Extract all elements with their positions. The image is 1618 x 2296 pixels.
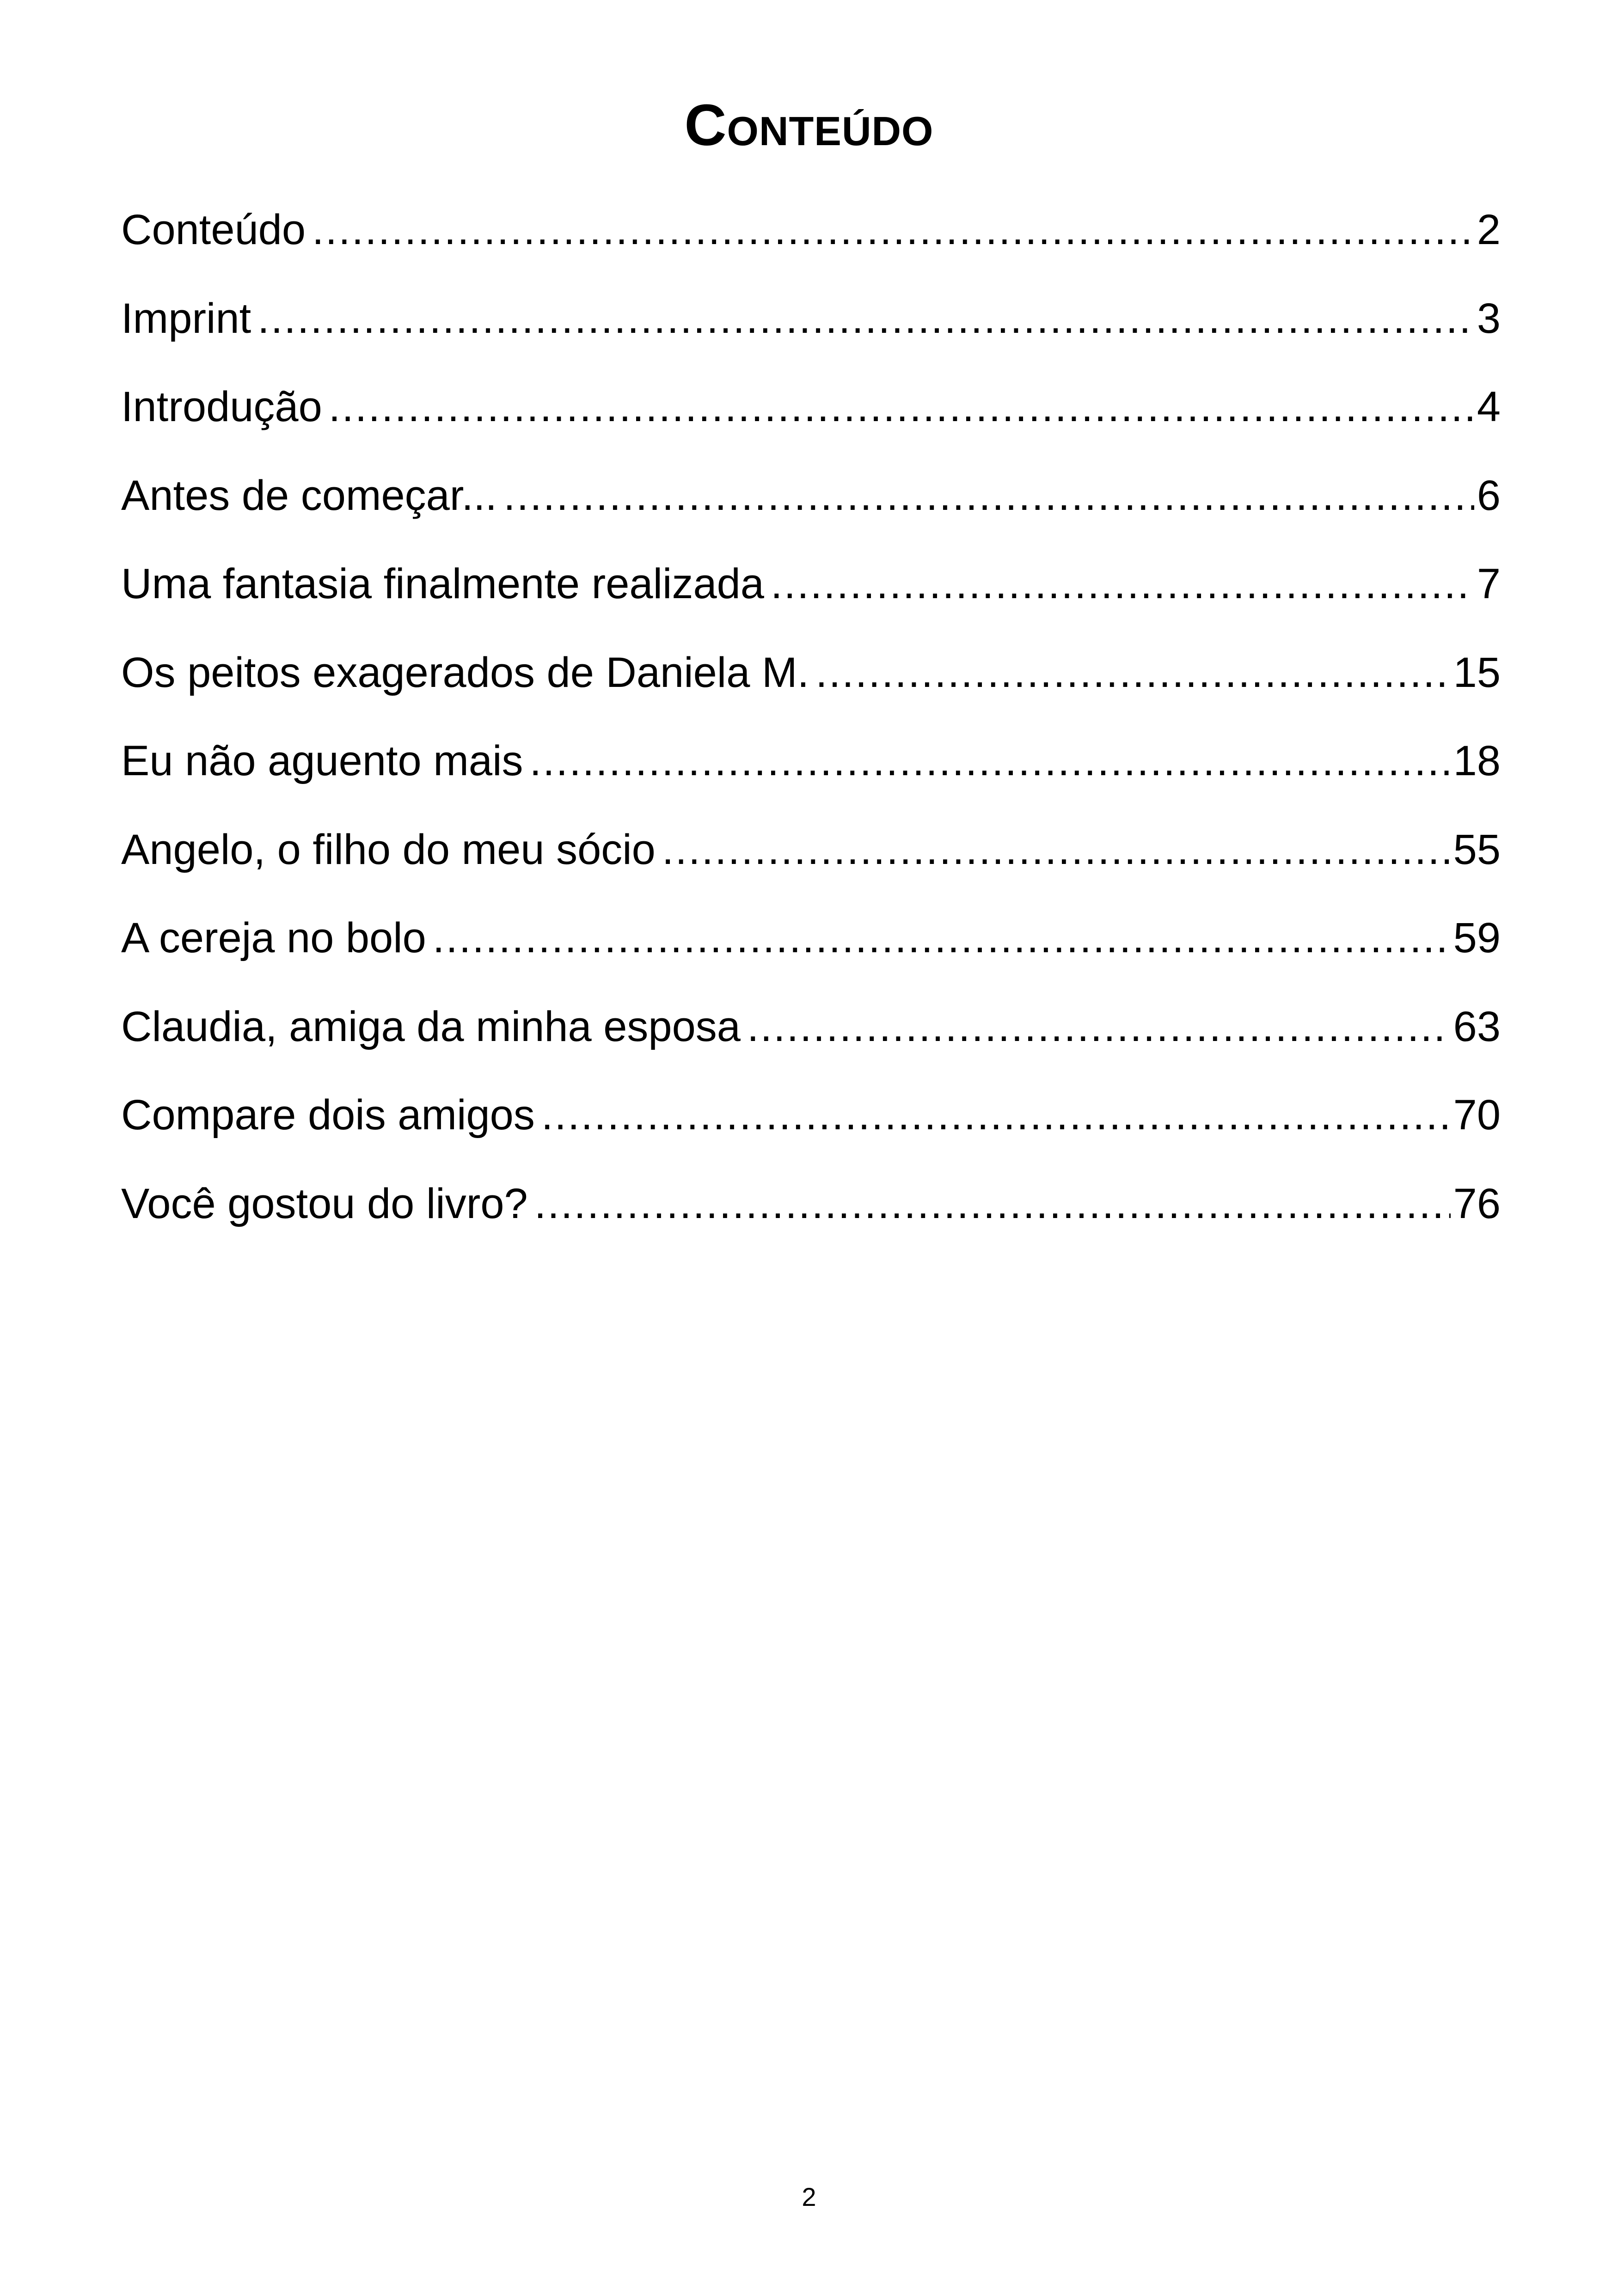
toc-entry-label: Imprint [121, 294, 251, 342]
toc-entry[interactable] [121, 284, 1501, 373]
dot-leader [534, 1169, 1451, 1238]
toc-entry-page: 4 [1477, 383, 1501, 430]
toc-entry-page: 18 [1453, 737, 1501, 784]
toc-entry-page: 55 [1453, 826, 1501, 873]
toc-entry[interactable] [121, 1169, 1501, 1258]
toc-entry[interactable] [121, 372, 1501, 461]
toc-entry[interactable] [121, 461, 1501, 550]
dot-leader [530, 726, 1451, 796]
toc-entry[interactable] [121, 992, 1501, 1081]
toc-entry-label: Conteúdo [121, 206, 306, 253]
toc-entry[interactable] [121, 1080, 1501, 1169]
toc-entry-page: 63 [1453, 1003, 1501, 1050]
toc-entry-page: 15 [1453, 649, 1501, 696]
toc-entry-label: Angelo, o filho do meu sócio [121, 826, 656, 873]
toc-entry-label: Os peitos exagerados de Daniela M. [121, 649, 809, 696]
toc-entry-page: 70 [1453, 1091, 1501, 1139]
toc-entry-label: Claudia, amiga da minha esposa [121, 1003, 741, 1050]
dot-leader [257, 284, 1474, 353]
toc-entry-page: 6 [1477, 471, 1501, 519]
toc-entry-page: 3 [1477, 294, 1501, 342]
dot-leader [662, 815, 1451, 884]
toc-entry-page: 2 [1477, 206, 1501, 253]
toc-entry[interactable] [121, 549, 1501, 638]
toc-entry-label: Você gostou do livro? [121, 1180, 528, 1227]
dot-leader [433, 903, 1451, 973]
toc-entry[interactable] [121, 726, 1501, 815]
toc-entry[interactable] [121, 638, 1501, 727]
page-number: 2 [802, 2182, 816, 2211]
toc-entry-label: A cereja no bolo [121, 914, 426, 961]
dot-leader [541, 1080, 1451, 1150]
toc-entry-label: Antes de começar... [121, 471, 497, 519]
dot-leader [329, 372, 1474, 441]
toc-entry-label: Uma fantasia finalmente realizada [121, 560, 764, 607]
toc-title: Conteúdo [684, 92, 934, 158]
table-of-contents [121, 195, 1501, 1257]
toc-entry-page: 76 [1453, 1180, 1501, 1227]
toc-entry-label: Eu não aguento mais [121, 737, 523, 784]
dot-leader [312, 195, 1474, 264]
toc-entry-page: 59 [1453, 914, 1501, 961]
toc-entry-page: 7 [1477, 560, 1501, 607]
toc-entry[interactable] [121, 903, 1501, 992]
dot-leader [503, 461, 1474, 530]
dot-leader [815, 638, 1450, 707]
toc-entry[interactable] [121, 815, 1501, 904]
dot-leader [747, 992, 1451, 1061]
dot-leader [771, 549, 1474, 618]
toc-entry-label: Compare dois amigos [121, 1091, 535, 1139]
toc-entry[interactable] [121, 195, 1501, 284]
toc-entry-label: Introdução [121, 383, 322, 430]
